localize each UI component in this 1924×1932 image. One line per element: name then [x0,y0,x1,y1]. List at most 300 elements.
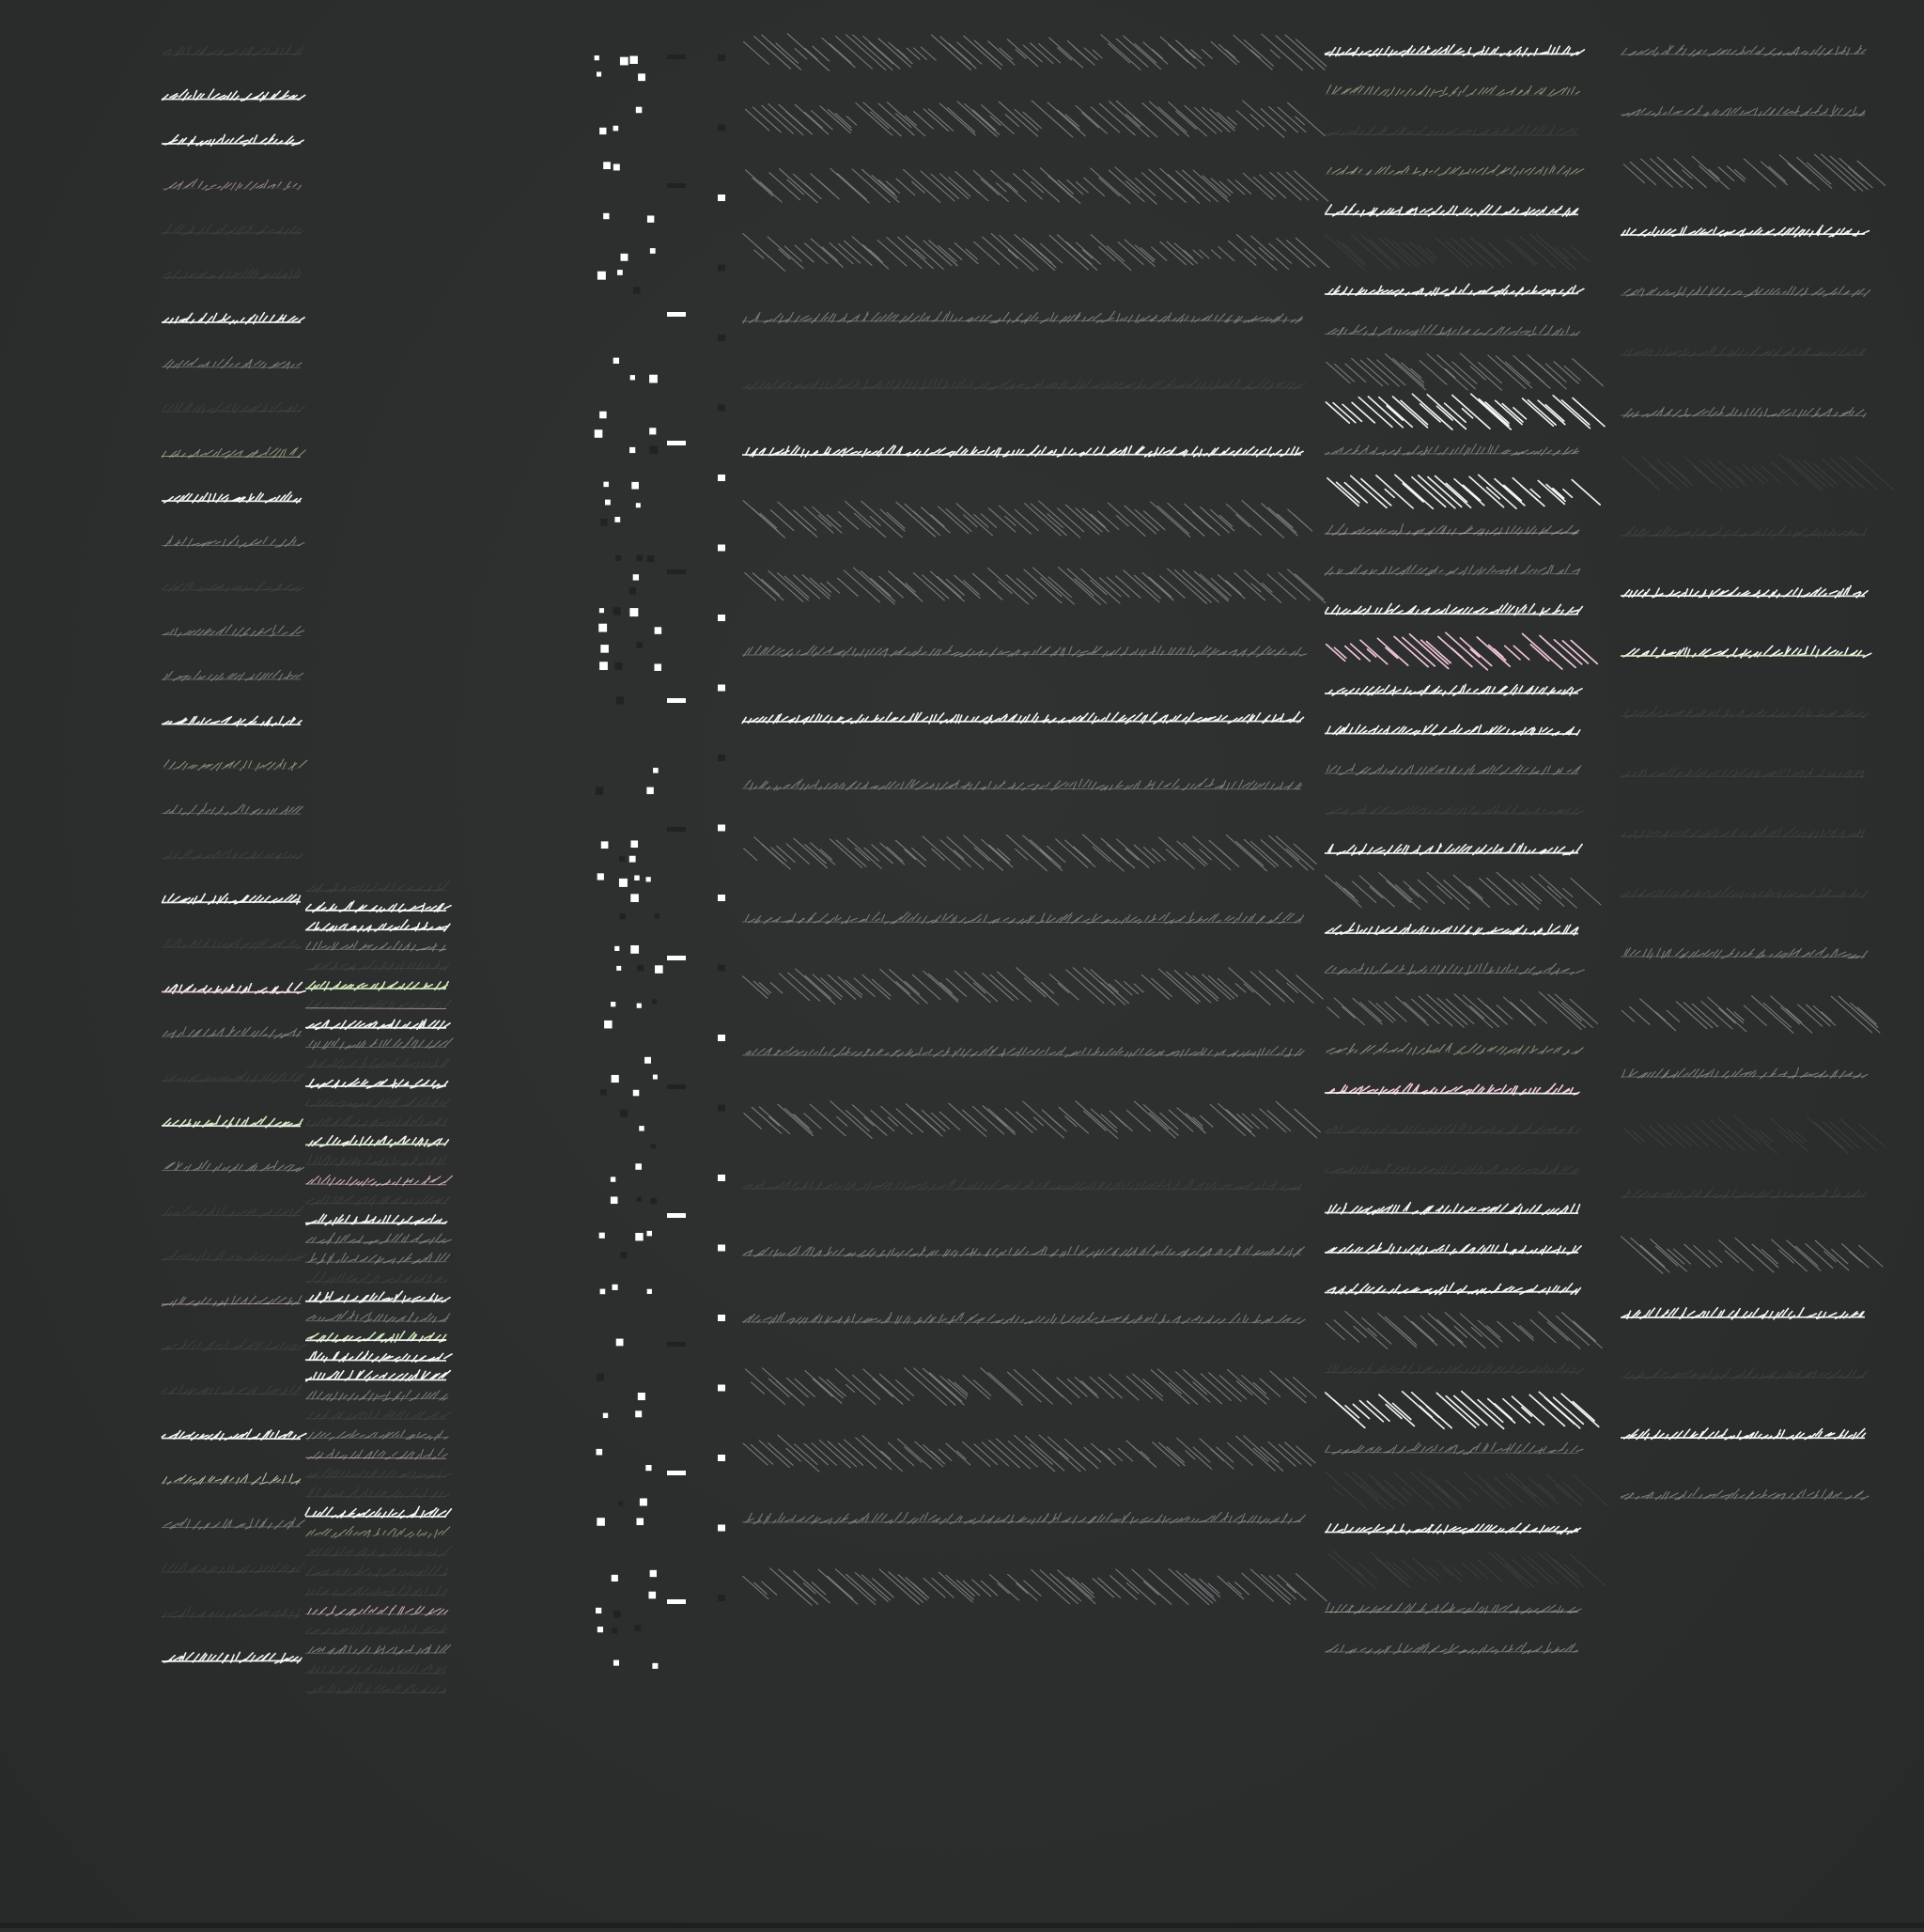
dot-mark [636,642,643,648]
scribble-baseline [1621,115,1865,116]
dash-mark [667,827,686,832]
scribble-stroke-row [1621,948,1868,958]
column-h-scribbles [1621,45,1894,1500]
scribble-stroke-row [742,445,1303,457]
scribble-stroke-row [745,101,1325,137]
dot-mark [597,71,601,76]
dot-mark [645,1465,651,1471]
scribble-stroke-row [305,1683,446,1694]
dot-mark [616,1339,624,1347]
dot-mark [613,126,619,132]
scribble-stroke-row [162,938,302,949]
scribble-stroke-row [1621,1367,1867,1379]
scribble-stroke-row [162,1339,306,1350]
dot-mark [653,768,659,773]
dot-mark [638,73,645,81]
scribble-stroke-row [305,1526,450,1537]
column-b-scribbles [305,880,453,1693]
scribble-baseline [162,635,301,636]
scribble-stroke [1326,1392,1599,1429]
scribble-stroke-row [1326,394,1605,429]
scribble-stroke-row [305,1430,448,1441]
scribble-stroke-row [1325,1043,1583,1055]
dot-mark [638,1393,645,1400]
dot-mark [596,787,604,795]
scribble-stroke [744,1101,1321,1139]
dot-mark [650,1198,657,1205]
dash-mark [667,1213,686,1218]
scribble-stroke [1327,475,1600,508]
scribble-stroke-row [305,981,448,990]
dot-mark [630,894,639,902]
scribble-stroke-row [162,1026,302,1038]
scribble-baseline [305,1457,446,1458]
scribble-stroke-row [305,1272,448,1284]
scribble-stroke-row [305,1097,450,1108]
dot-mark [612,1575,618,1581]
scribble-stroke-row [1325,1363,1584,1374]
scribble-baseline [162,1215,301,1216]
scribble-baseline [162,1439,301,1440]
scribble-stroke-row [1621,1188,1866,1199]
scribble-baseline [1621,1076,1865,1077]
scribble-stroke-row [1621,286,1870,297]
scribble-stroke-row [162,670,303,681]
scribble-baseline [305,1262,446,1263]
dot-mark [600,1089,606,1095]
dot-mark [646,877,651,881]
dot-mark [599,608,604,613]
dot-mark [616,966,621,971]
dot-mark [630,375,635,380]
dot-mark [599,412,607,419]
dot-mark [647,215,654,222]
dot-mark [615,555,621,561]
scribble-stroke-row [305,960,449,971]
scribble-baseline [305,1633,446,1634]
dash-mark [667,1599,686,1604]
dot-mark [618,1502,623,1506]
dash-mark [667,1471,686,1475]
scribble-stroke-row [1621,45,1866,56]
scribble-baseline [162,1081,301,1082]
scribble-stroke-row [162,402,304,413]
dot-mark [597,1627,603,1632]
square-mark [718,895,725,901]
dot-mark [613,358,619,364]
scribble-stroke [1621,455,1894,491]
scribble-stroke [1623,154,1885,191]
dot-mark [614,662,622,670]
scribble-stroke [1327,353,1604,390]
scribble-stroke-row [162,89,305,101]
dot-mark [597,1374,604,1381]
scribble-baseline [305,1673,446,1674]
scribble-stroke-row [1327,353,1604,390]
scribble-stroke-row [305,1136,448,1147]
dot-mark [613,1660,619,1666]
scribble-stroke [1327,632,1598,670]
scribble-stroke-row [1325,524,1579,537]
scribble-baseline [305,929,446,930]
scribble-stroke-row [1325,1203,1580,1215]
dot-mark [637,555,643,561]
scribble-baseline [162,814,301,815]
scribble-stroke [745,101,1325,137]
scribble-stroke-row [1325,764,1581,775]
dot-mark [597,1449,603,1456]
scribble-stroke-row [162,1563,304,1574]
dash-mark [667,698,686,703]
scribble-stroke-row [742,1179,1302,1191]
dot-mark [647,555,654,562]
square-mark [718,1245,725,1252]
scribble-baseline [1325,54,1578,55]
dot-mark [613,1611,621,1618]
scribble-stroke-row [305,1506,451,1518]
scribble-stroke-row [305,1487,449,1498]
dash-mark [667,183,686,188]
dot-mark [636,107,643,114]
scribble-stroke-row [1325,444,1579,456]
scribble-baseline [1325,1292,1578,1293]
dot-mark [635,1163,642,1170]
scribble-stroke-row [742,779,1301,791]
scribble-stroke-row [1325,125,1578,136]
dot-mark [635,1625,642,1631]
scribble-stroke-row [1325,804,1584,815]
scribble-stroke-row [305,1449,447,1460]
scribble-stroke-row [162,1473,301,1485]
scribble-stroke-row [162,313,304,324]
scribble-stroke [746,1368,1317,1406]
square-mark [718,685,725,692]
scribble-stroke-row [305,1115,447,1128]
scribble-stroke-row [742,1312,1305,1324]
scribble-baseline [162,1660,301,1661]
dash-mark [667,441,686,445]
dot-mark [611,1196,618,1204]
scribble-stroke [744,834,1317,871]
scribble-stroke-row [1621,1308,1865,1319]
scribble-baseline [162,768,301,769]
scribble-stroke-row [1325,1283,1580,1294]
scribble-stroke-row [305,1370,450,1381]
scribble-stroke-row [162,759,307,771]
scribble-stroke-row [305,1079,448,1088]
square-mark [718,755,725,761]
dot-mark [603,213,609,219]
square-mark [718,125,725,132]
scribble-baseline [742,320,1301,321]
dot-mark [649,375,658,383]
dot-mark [612,1075,619,1083]
scribble-stroke-row [742,646,1307,657]
scribble-stroke [743,1435,1315,1472]
scribble-baseline [305,1398,446,1399]
scribble-stroke [745,568,1326,605]
scribble-stroke-row [743,1435,1315,1472]
column-g-scribbles [1325,45,1608,1654]
dot-mark [646,1231,652,1237]
dot-mark [636,1519,644,1526]
scribble-stroke-row [1327,475,1600,508]
column-a-scribbles [162,45,307,1663]
dot-mark [635,1233,643,1240]
scribble-stroke [1326,394,1605,429]
square-mark [718,1035,725,1041]
scribble-stroke-row [1621,826,1865,838]
scribble-stroke-row [305,1566,448,1577]
scribble-stroke-row [1621,767,1865,778]
scribble-baseline [305,1535,446,1536]
scribble-stroke-row [305,1468,451,1479]
dot-mark [654,663,660,670]
dot-mark [619,856,625,862]
scribble-stroke-row [305,1253,450,1264]
scribble-stroke-row [1325,1643,1578,1654]
scribble-baseline [1621,234,1865,235]
dot-mark [603,162,611,169]
scribble-baseline [162,1260,301,1261]
dot-mark [630,945,639,954]
scribble-stroke-row [305,1195,450,1206]
dot-mark [601,841,609,849]
scribble-stroke-row [305,1664,446,1675]
scribble-stroke-row [162,1071,304,1083]
bottom-edge-bar [0,1923,1924,1928]
scribble-baseline [305,1184,446,1185]
dot-mark [635,1410,642,1417]
scribble-stroke-row [1326,872,1601,910]
dot-mark [612,1628,617,1633]
dot-mark [620,57,628,66]
scribble-stroke-row [305,1000,451,1010]
dot-mark [599,128,606,134]
scribble-stroke [743,501,1311,538]
dot-mark [637,1197,642,1202]
scribble-stroke [1327,1312,1603,1349]
scribble-stroke-row [162,1161,303,1173]
scribble-baseline [162,724,301,725]
scribble-baseline [162,411,301,412]
dot-mark [599,662,608,670]
scribble-stroke-row [1621,455,1894,491]
dot-mark [629,856,636,863]
scribble-stroke-row [162,1607,301,1618]
scribble-stroke-row [1327,1551,1606,1588]
scribble-baseline [742,654,1301,655]
square-mark [718,1385,725,1392]
dot-mark [653,1075,658,1080]
dot-mark [619,913,625,919]
dot-mark [655,965,663,974]
scribble-stroke-row [305,1351,452,1362]
scribble-stroke-row [162,803,303,816]
dot-mark [613,164,620,170]
scribble-stroke-row [1325,684,1582,695]
scribble-stroke [307,1430,448,1441]
scribble-stroke-row [1325,325,1580,336]
square-mark [718,335,725,341]
scribble-stroke-row [305,941,446,951]
dash-mark [667,569,686,574]
scribble-stroke-row [746,1368,1317,1406]
scribble-stroke-row [1326,1472,1608,1509]
scribble-stroke-row [162,894,301,904]
scribble-stroke [1325,234,1589,270]
scribble-stroke-row [305,1645,451,1655]
dash-mark [667,1342,686,1347]
scribble-stroke-row [1325,284,1584,296]
scribble-stroke [1621,1237,1883,1273]
scribble-stroke-row [162,582,303,592]
scribble-stroke-row [1325,603,1582,615]
scribble-baseline [1325,293,1578,294]
dot-column [595,55,663,1669]
scribble-baseline [1325,1532,1578,1533]
dot-mark [595,429,603,438]
scribble-stroke-row [1621,887,1868,898]
scribble-stroke-row [305,1037,453,1050]
scribble-stroke [1624,1116,1885,1154]
scribble-stroke-row [1327,632,1598,670]
scribble-stroke-row [746,167,1328,204]
scribble-baseline [305,1008,446,1009]
scribble-stroke [743,234,1329,272]
scribble-stroke-row [162,1384,303,1395]
scribble-stroke-row [1325,1602,1581,1613]
scribble-baseline [1325,933,1578,934]
scribble-stroke-row [743,234,1329,272]
scribble-stroke-row [1621,706,1869,718]
scribble-stroke-row [1325,164,1584,176]
scribble-stroke-row [1325,923,1578,935]
scribble-stroke-row [744,1101,1321,1139]
scribble-baseline [305,1438,446,1439]
scribble-stroke-row [743,1568,1327,1605]
dot-mark [616,696,624,704]
square-mark [718,1595,725,1601]
dot-mark [600,1289,606,1295]
scribble-stroke-row [742,712,1304,724]
scribble-stroke-row [1621,1067,1868,1079]
scribble-stroke-row [305,1332,446,1343]
scribble-stroke-row [162,1296,302,1306]
scribble-stroke-row [1621,226,1869,237]
scribble-baseline [305,1360,446,1361]
scribble-stroke-row [1325,1163,1579,1175]
dot-mark [655,627,662,634]
dot-mark [600,645,609,653]
dot-mark [648,1592,656,1599]
scribble-stroke [743,968,1324,1005]
square-mark [718,545,725,552]
scribble-stroke-row [745,568,1326,605]
scribble-stroke-row [742,1512,1306,1524]
scribble-baseline [162,902,301,903]
scribble-stroke-row [1327,1312,1603,1349]
scribble-stroke-row [1621,996,1879,1034]
dot-mark [605,500,611,506]
scribble-stroke-row [742,311,1303,323]
dot-mark [634,875,639,880]
dot-mark [603,482,609,488]
dot-mark [598,624,607,632]
scribble-stroke-row [162,1116,303,1128]
dot-mark [650,248,656,254]
scribble-stroke-row [1621,526,1867,538]
scribble-baseline [1621,655,1865,656]
dot-mark [629,608,638,616]
square-mark [718,825,725,832]
scribble-stroke-row [162,1652,302,1663]
scribble-stroke-row [1621,105,1865,117]
scribble-baseline [1325,1093,1578,1094]
scribble-baseline [305,1144,446,1145]
scribble-baseline [305,1692,446,1693]
dot-mark [617,270,623,275]
dot-mark [651,1144,656,1148]
scribble-stroke-row [742,1046,1304,1057]
dot-mark [629,447,635,453]
scribble-stroke-row [162,179,302,191]
scribble-stroke-row [305,1291,450,1302]
scribble-stroke-row [1623,154,1885,191]
dot-mark [649,445,658,454]
scribble-stroke-row [744,834,1317,871]
square-mark [718,615,725,621]
dot-mark [640,1498,647,1505]
scribble-baseline [1621,1196,1865,1197]
scribble-baseline [162,1303,301,1304]
scribble-stroke-row [305,1233,451,1244]
scribble-baseline [1325,1213,1578,1214]
scribble-stroke-row [305,1311,450,1322]
dot-mark [614,946,619,951]
scribble-stroke-row [305,1547,452,1558]
scribble-stroke-row [742,1245,1305,1257]
scribble-stroke [1327,992,1598,1030]
scribble-stroke [1327,1551,1606,1588]
dot-mark [636,503,641,507]
dot-mark [597,272,606,280]
scribble-stroke-row [162,982,305,993]
scribble-stroke-row [162,224,303,235]
dot-mark [600,519,607,525]
dot-mark [611,1176,615,1181]
scribble-stroke-row [1325,844,1582,855]
scribble-stroke-row [162,1429,306,1440]
scribble-stroke-row [162,716,302,725]
square-mark [718,405,725,412]
dot-mark [596,1608,601,1613]
dot-mark [652,1663,658,1669]
scribble-baseline [305,968,446,969]
scribble-stroke [1326,872,1601,910]
scribble-stroke-row [305,1410,451,1421]
scribble-stroke-row [162,357,302,368]
square-mark [718,965,725,972]
dot-mark [644,1057,651,1064]
scribble-baseline [1325,734,1578,735]
dot-mark [629,56,637,64]
dot-mark [611,1002,615,1006]
scribble-stroke-row [742,378,1305,390]
scribble-baseline [162,1527,301,1528]
dash-mark [667,312,686,317]
scribble-stroke-row [1621,406,1866,417]
